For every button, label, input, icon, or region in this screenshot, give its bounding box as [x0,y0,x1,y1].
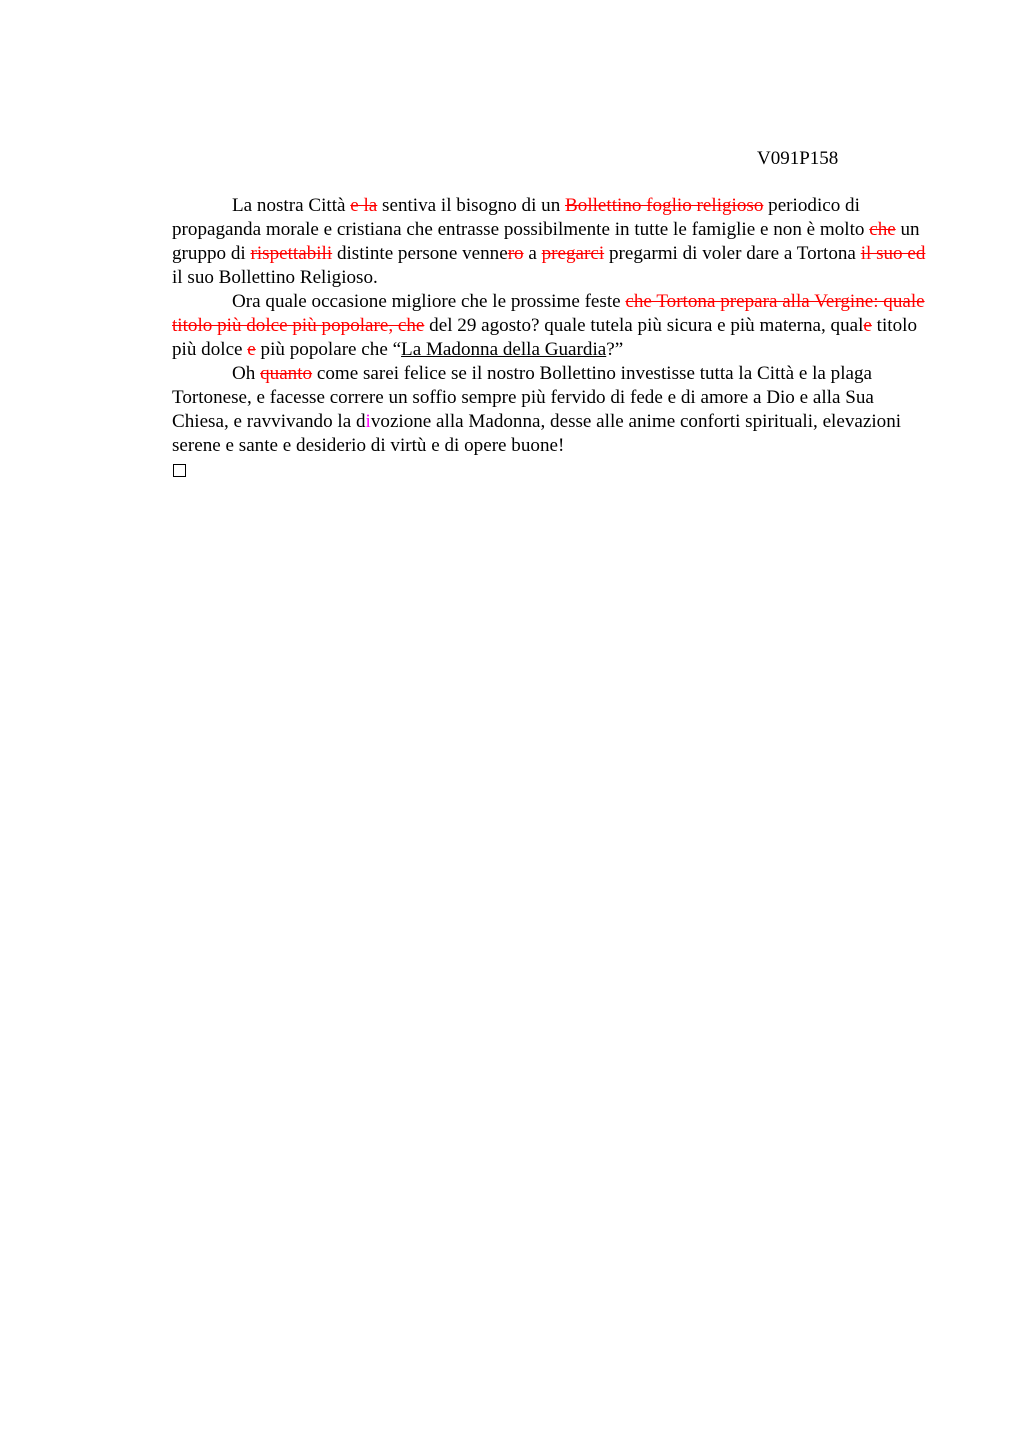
text-run: più popolare che “ [255,339,402,360]
text-run: vozione alla Madonna, desse alle anime conforti spirituali, elevazioni serene e sante e desiderio di virtù e di opere buone! [172,411,902,456]
text-run: sentiva il bisogno di un [377,195,566,216]
paragraph-3 [172,362,932,458]
text-run: periodico di propaganda morale e cristiana che entrasse possibilmente in tutte le famiglie e non è molto [172,195,870,240]
deleted-text: Bollettino foglio religioso [565,195,764,216]
text-run: ?” [606,339,624,360]
deleted-text: e la [350,195,378,216]
empty-square-icon [173,464,186,477]
text-run: a [523,243,542,264]
text-run: un gruppo di [172,219,920,264]
deleted-text: e [247,339,256,360]
text-run: La nostra Città [232,195,351,216]
deleted-text: il suo ed [860,243,926,264]
text-run: come sarei felice se il nostro Bollettino investisse tutta la Città e la plaga Tortonese, e facesse correre un soffio sempre più fervido di fede e di amore a Dio e alla Sua Chiesa, e ravvivando la d [172,363,874,432]
deleted-text: rispettabili [250,243,333,264]
paragraph-1 [172,194,932,290]
document-body [172,194,932,477]
deleted-text: quanto [260,363,313,384]
deleted-text: e [863,315,872,336]
deleted-text: pregarci [541,243,605,264]
text-run: del 29 agosto? quale tutela più sicura e più materna, qual [424,315,864,336]
page-id: V091P158 [757,148,839,169]
text-run: il suo Bollettino Religioso. [172,267,378,288]
text-run: Ora quale occasione migliore che le prossime feste [232,291,626,312]
text-run: Oh [232,363,261,384]
text-run: titolo più dolce [172,315,917,360]
deleted-text: ro [507,243,524,264]
text-run: distinte persone venne [332,243,508,264]
deleted-text: che Tortona prepara alla Vergine: quale titolo più dolce più popolare, che [172,291,925,336]
paragraph-2 [172,290,932,362]
deleted-text: che [869,219,896,240]
underlined-title: La Madonna della Guardia [401,339,607,360]
text-run: pregarmi di voler dare a Tortona [604,243,861,264]
inserted-text: i [365,411,371,432]
